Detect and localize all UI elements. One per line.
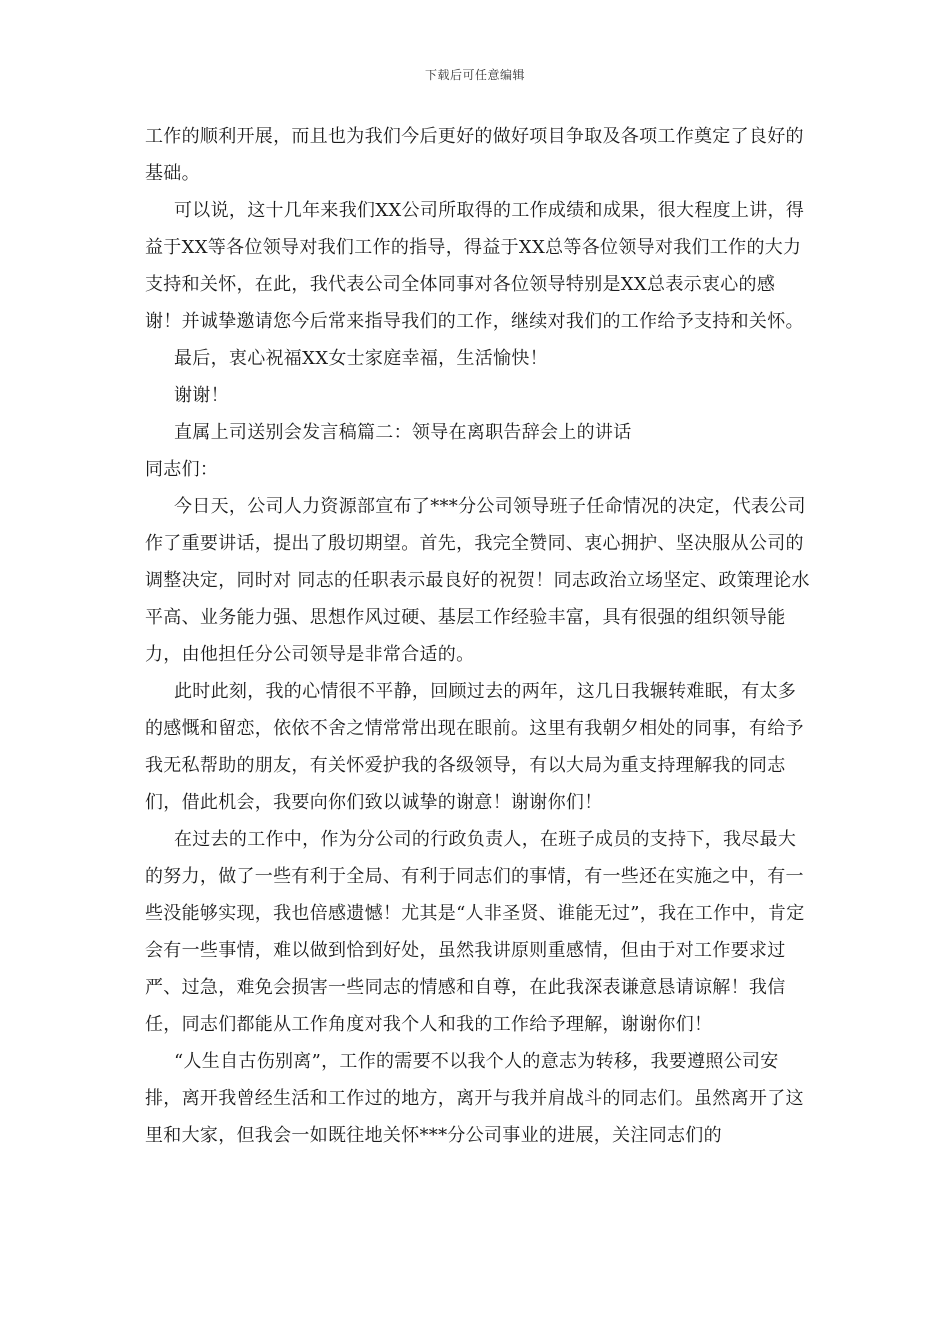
paragraph-closing-wish: 最后，衷心祝福XX女士家庭幸福，生活愉快！	[174, 348, 548, 369]
page-header-note: 下载后可任意编辑	[424, 68, 525, 82]
paragraph-farewell: “人生自古伤别离”，工作的需要不以我个人的意志为转移，我要遵照公司安排，离开我曾经生活和工作过的地方，离开与我并肩战斗的同志们。虽然离开了这里和大家，但我会一如既往地关怀***分公司事业的进展，关注同志们的	[145, 1051, 804, 1146]
paragraph-feelings: 此时此刻，我的心情很不平静，回顾过去的两年，这几日我辗转难眠，有太多的感慨和留恋，依依不舍之情常常出现在眼前。这里有我朝夕相处的同事，有给予我无私帮助的朋友，有关怀爱护我的各级领导，有以大局为重支持理解我的同志们，借此机会，我要向你们致以诚挚的谢意！谢谢你们！	[145, 681, 804, 813]
paragraph-gratitude: 可以说，这十几年来我们XX公司所取得的工作成绩和成果，很大程度上讲，得益于XX等各位领导对我们工作的指导，得益于XX总等各位领导对我们工作的大力支持和关怀，在此，我代表公司全体同事对各位领导特别是XX总表示衷心的感谢！并诚挚邀请您今后常来指导我们的工作，继续对我们的工作给予支持和关怀。	[145, 200, 805, 332]
paragraph-continuation: 工作的顺利开展，而且也为我们今后更好的做好项目争取及各项工作奠定了良好的基础。	[145, 126, 804, 184]
salutation: 同志们：	[145, 459, 219, 480]
document-body	[145, 118, 810, 1154]
paragraph-thanks: 谢谢！	[174, 385, 229, 406]
section-heading: 直属上司送别会发言稿篇二：领导在离职告辞会上的讲话	[174, 422, 632, 443]
paragraph-reflection: 在过去的工作中，作为分公司的行政负责人，在班子成员的支持下，我尽最大的努力，做了一些有利于全局、有利于同志们的事情，有一些还在实施之中，有一些没能够实现，我也倍感遗憾！尤其是“人非圣贤、谁能无过”，我在工作中，肯定会有一些事情，难以做到恰到好处，虽然我讲原则重感情，但由于对工作要求过严、过急，难免会损害一些同志的情感和自尊，在此我深表谦意恳请谅解！我信任，同志们都能从工作角度对我个人和我的工作给予理解，谢谢你们！	[145, 829, 805, 1035]
paragraph-announcement: 今日天，公司人力资源部宣布了***分公司领导班子任命情况的决定，代表公司作了重要讲话，提出了殷切期望。首先，我完全赞同、衷心拥护、坚决服从公司的调整决定，同时对 同志的任职表示最良好的祝贺！同志政治立场坚定、政策理论水平高、业务能力强、思想作风过硬、基层工作经验丰富，具有很强的组织领导能力，由他担任分公司领导是非常合适的。	[145, 496, 810, 665]
